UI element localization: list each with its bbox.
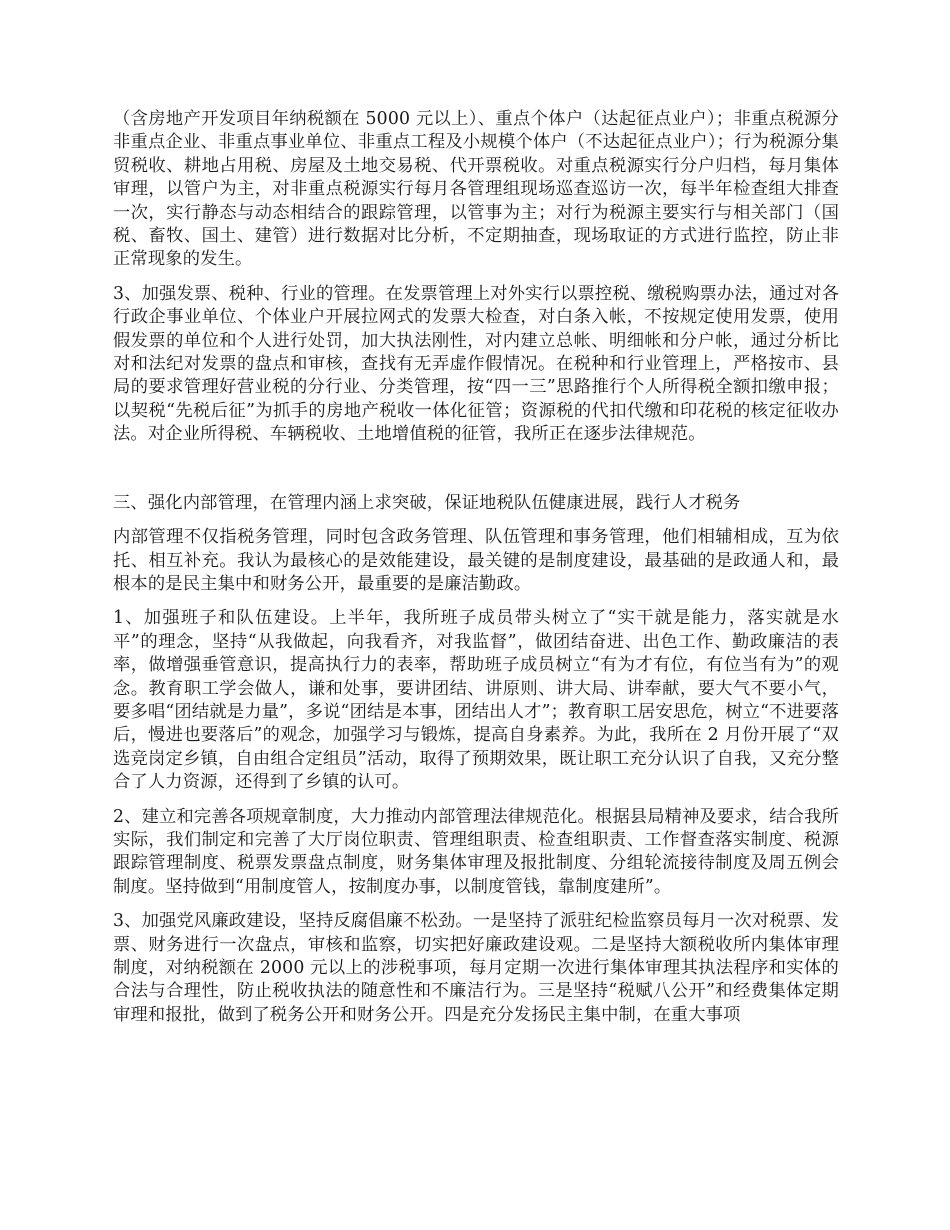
document-page <box>113 108 839 1038</box>
paragraph-team-building: 1、加强班子和队伍建设。上半年，我所班子成员带头树立了“实干就是能力，落实就是水平”的理念，坚持“从我做起，向我看齐，对我监督”，做团结奋进、出色工作、勤政廉洁的表率，做增强垂管意识，提高执行力的表率，帮助班子成员树立“有为才有位，有位当有为”的观念。教育职工学会做人，谦和处事，要讲团结、讲原则、讲大局、讲奉献，要大气不要小气，要多唱“团结就是力量”，多说“团结是本事，团结出人才”；教育职工居安思危，树立“不进要落后，慢进也要落后”的观念，加强学习与锻炼，提高自身素养。为此，我所在 2 月份开展了“双选竞岗定乡镇，自由组合定组员”活动，取得了预期效果，既让职工充分认识了自我，又充分整合了人力资源，还得到了乡镇的认可。 <box>113 608 839 793</box>
section-heading-internal-management: 三、强化内部管理，在管理内涵上求突破，保证地税队伍健康进展，践行人才税务 <box>113 492 741 513</box>
paragraph-invoice-management: 3、加强发票、税种、行业的管理。在发票管理上对外实行以票控税、缴税购票办法，通过对各行政企事业单位、个体业户开展拉网式的发票大检查，对白条入帐，不按规定使用发票，使用假发票的单位和个人进行处罚，加大执法刚性，对内建立总帐、明细帐和分户帐，通过分析比对和法纪对发票的盘点和审核，查找有无弄虚作假情况。在税种和行业管理上，严格按市、县局的要求管理好营业税的分行业、分类管理，按“四一三”思路推行个人所得税全额扣缴申报；以契税“先税后征”为抓手的房地产税收一体化征管；资源税的代扣代缴和印花税的核定征收办法。对企业所得税、车辆税收、土地增值税的征管，我所正在逐步法律规范。 <box>113 283 839 445</box>
paragraph-internal-management-intro: 内部管理不仅指税务管理，同时包含政务管理、队伍管理和事务管理，他们相辅相成，互为依托、相互补充。我认为最核心的是效能建设，最关键的是制度建设，最基础的是政通人和，最根本的是民主集中和财务公开，最重要的是廉洁勤政。 <box>113 527 839 594</box>
paragraph-rules-and-regulations: 2、建立和完善各项规章制度，大力推动内部管理法律规范化。根据县局精神及要求，结合我所实际，我们制定和完善了大厅岗位职责、管理组职责、检查组职责、工作督查落实制度、税源跟踪管理制度、税票发票盘点制度，财务集体审理及报批制度、分组轮流接待制度及周五例会制度。坚持做到“用制度管人，按制度办事，以制度管钱，靠制度建所”。 <box>113 806 839 897</box>
paragraph-integrity-building: 3、加强党风廉政建设，坚持反腐倡廉不松劲。一是坚持了派驻纪检监察员每月一次对税票、发票、财务进行一次盘点，审核和监察，切实把好廉政建设观。二是坚持大额税收所内集体审理制度，对纳税额在 2000 元以上的涉税事项，每月定期一次进行集体审理其执法程序和实体的合法与合理性，防止税收执法的随意性和不廉洁行为。三是坚持“税赋八公开”和经费集体定期审理和报批，做到了税务公开和财务公开。四是充分发扬民主集中制，在重大事项 <box>113 911 839 1025</box>
paragraph-key-tax-sources: （含房地产开发项目年纳税额在 5000 元以上）、重点个体户（达起征点业户）；非重点税源分非重点企业、非重点事业单位、非重点工程及小规模个体户（不达起征点业户）；行为税源分集贸税收、耕地占用税、房屋及土地交易税、代开票税收。对重点税源实行分户归档，每月集体审理，以管户为主，对非重点税源实行每月各管理组现场巡查巡访一次，每半年检查组大排查一次，实行静态与动态相结合的跟踪管理，以管事为主；对行为税源主要实行与相关部门（国税、畜牧、国土、建管）进行数据对比分析，不定期抽查，现场取证的方式进行监控，防止非正常现象的发生。 <box>113 109 839 270</box>
